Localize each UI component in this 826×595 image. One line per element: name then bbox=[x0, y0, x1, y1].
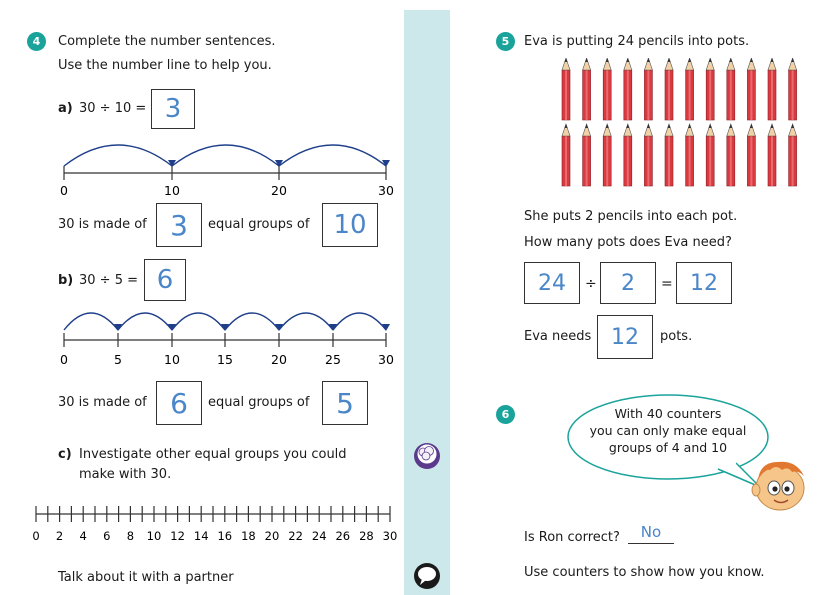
q4c-tick-label: 14 bbox=[193, 529, 209, 543]
pencil-illustration bbox=[558, 58, 804, 193]
q4b-label: b) bbox=[58, 273, 74, 288]
pencil-icon bbox=[727, 124, 735, 186]
q4b-jump-arc-6 bbox=[333, 313, 386, 330]
pencil-icon bbox=[789, 58, 797, 120]
q4-instruction-2: Use the number line to help you. bbox=[58, 58, 272, 73]
q4a-equation: 30 ÷ 10 = bbox=[79, 101, 147, 116]
pencil-icon bbox=[686, 58, 694, 120]
speech-line-3: groups of 4 and 10 bbox=[608, 440, 728, 455]
q4a-label: a) bbox=[58, 101, 73, 116]
q4c-tick-label: 20 bbox=[264, 529, 280, 543]
pencil-icon bbox=[768, 58, 776, 120]
pencil-icon bbox=[562, 58, 570, 120]
question-4-badge: 4 bbox=[27, 32, 46, 51]
pencil-icon bbox=[603, 124, 611, 186]
pencil-icon bbox=[583, 124, 591, 186]
q6-question: Is Ron correct? bbox=[524, 530, 620, 545]
q5-line-1: She puts 2 pencils into each pot. bbox=[524, 209, 738, 224]
q4a-made-of-text: 30 is made of bbox=[58, 217, 147, 232]
page-gutter bbox=[404, 10, 450, 595]
q4b-equal-groups-text: equal groups of bbox=[208, 395, 310, 410]
q4-instruction-1: Complete the number sentences. bbox=[58, 34, 276, 49]
q4b-jump-arc-1 bbox=[64, 313, 118, 330]
speech-line-1: With 40 counters bbox=[614, 406, 722, 421]
q4b-jump-arc-5 bbox=[279, 313, 333, 330]
pencil-icon bbox=[768, 124, 776, 186]
talk-speech-icon bbox=[412, 561, 442, 591]
q4b-tick-label: 20 bbox=[271, 352, 287, 367]
pencil-icon bbox=[562, 124, 570, 186]
q4a-jump-arc-2 bbox=[172, 145, 279, 166]
pencil-icon bbox=[665, 124, 673, 186]
question-5-badge: 5 bbox=[496, 32, 515, 51]
pencil-icon bbox=[624, 124, 632, 186]
q6-instruction: Use counters to show how you know. bbox=[524, 565, 765, 580]
q4c-tick-label: 4 bbox=[79, 529, 87, 543]
q4b-tick-label: 25 bbox=[325, 352, 341, 367]
q4a-tick-label: 0 bbox=[60, 183, 68, 198]
pencil-icon bbox=[624, 58, 632, 120]
q4a-groups-answer-box[interactable]: 3 bbox=[156, 203, 202, 247]
q4c-tick-label: 30 bbox=[382, 529, 398, 543]
q5-divisor-box[interactable]: 2 bbox=[600, 262, 656, 304]
q4c-tick-label: 16 bbox=[217, 529, 233, 543]
q4b-tick-label: 0 bbox=[60, 352, 68, 367]
q4a-tick-label: 20 bbox=[271, 183, 287, 198]
q4c-tick-label: 24 bbox=[311, 529, 327, 543]
pencil-icon bbox=[789, 124, 797, 186]
pencil-icon bbox=[747, 58, 755, 120]
q4c-tick-label: 2 bbox=[55, 529, 64, 543]
q4c-tick-label: 0 bbox=[32, 529, 40, 543]
pencil-icon bbox=[747, 124, 755, 186]
q4c-tick-label: 26 bbox=[335, 529, 351, 543]
q5-equals-sign: = bbox=[661, 276, 673, 292]
pencil-icon bbox=[686, 124, 694, 186]
q4c-line-2: make with 30. bbox=[79, 467, 172, 482]
q4c-tick-label: 12 bbox=[170, 529, 185, 543]
q5-divide-sign: ÷ bbox=[585, 276, 597, 292]
q4c-tick-label: 18 bbox=[241, 529, 256, 543]
q4a-size-answer-box[interactable]: 10 bbox=[322, 203, 378, 247]
q5-pots-answer-box[interactable]: 12 bbox=[597, 315, 653, 359]
q4b-size-answer-box[interactable]: 5 bbox=[322, 381, 368, 425]
q4b-made-of-text: 30 is made of bbox=[58, 395, 147, 410]
q4c-tick-label: 10 bbox=[146, 529, 162, 543]
q4a-jump-arc-3 bbox=[279, 145, 386, 166]
q4c-tick-label: 6 bbox=[103, 529, 111, 543]
q4a-answer-box[interactable]: 3 bbox=[151, 89, 195, 129]
q5-quotient-box[interactable]: 12 bbox=[676, 262, 732, 304]
q4b-jump-arc-3 bbox=[172, 313, 225, 330]
q4c-tick-label: 8 bbox=[126, 529, 135, 543]
q4c-tick-label: 22 bbox=[288, 529, 303, 543]
q4a-number-line bbox=[50, 130, 400, 200]
speech-line-2: you can only make equal bbox=[589, 423, 747, 438]
q4b-jump-arc-4 bbox=[225, 313, 279, 330]
q4c-tick-labels bbox=[32, 529, 397, 543]
q4b-arcs bbox=[64, 313, 390, 331]
q4c-number-line bbox=[28, 498, 403, 546]
q4c-tick-label: 28 bbox=[359, 529, 374, 543]
pencil-icon bbox=[644, 58, 652, 120]
pencil-icon bbox=[665, 58, 673, 120]
q5-eva-needs-text: Eva needs bbox=[524, 329, 592, 344]
q4b-tick-label: 10 bbox=[164, 352, 180, 367]
q4b-answer-box[interactable]: 6 bbox=[144, 259, 186, 301]
q5-pots-text: pots. bbox=[660, 329, 693, 344]
q4b-jump-arc-2 bbox=[118, 313, 172, 330]
speech-bubble-text bbox=[570, 405, 766, 456]
q4a-equal-groups-text: equal groups of bbox=[208, 217, 310, 232]
q4a-jump-arc-1 bbox=[64, 145, 172, 166]
pencil-icon bbox=[706, 124, 714, 186]
q5-dividend-box[interactable]: 24 bbox=[524, 262, 580, 304]
question-6-badge: 6 bbox=[496, 405, 515, 424]
q4c-label: c) bbox=[58, 447, 72, 462]
q4b-tick-label: 30 bbox=[378, 352, 394, 367]
talk-prompt: Talk about it with a partner bbox=[58, 570, 234, 585]
pencil-icon bbox=[583, 58, 591, 120]
pencil-icon bbox=[727, 58, 735, 120]
ron-character-avatar bbox=[748, 454, 812, 514]
pencil-icon bbox=[706, 58, 714, 120]
q4b-tick-label: 5 bbox=[114, 352, 122, 367]
q5-intro: Eva is putting 24 pencils into pots. bbox=[524, 34, 750, 49]
pencil-icon bbox=[644, 124, 652, 186]
thinking-bubble-icon bbox=[412, 441, 442, 471]
q5-line-2: How many pots does Eva need? bbox=[524, 235, 732, 250]
q4a-arcs bbox=[64, 145, 390, 167]
q4b-groups-answer-box[interactable]: 6 bbox=[156, 381, 202, 425]
q4a-tick-label: 10 bbox=[164, 183, 180, 198]
q4b-equation: 30 ÷ 5 = bbox=[79, 273, 138, 288]
q4c-line-1: Investigate other equal groups you could bbox=[79, 447, 347, 462]
q4b-tick-label: 15 bbox=[217, 352, 233, 367]
pencil-icon bbox=[603, 58, 611, 120]
q4a-tick-label: 30 bbox=[378, 183, 394, 198]
q4b-number-line bbox=[50, 300, 400, 372]
q6-answer-line[interactable]: No bbox=[628, 523, 674, 544]
